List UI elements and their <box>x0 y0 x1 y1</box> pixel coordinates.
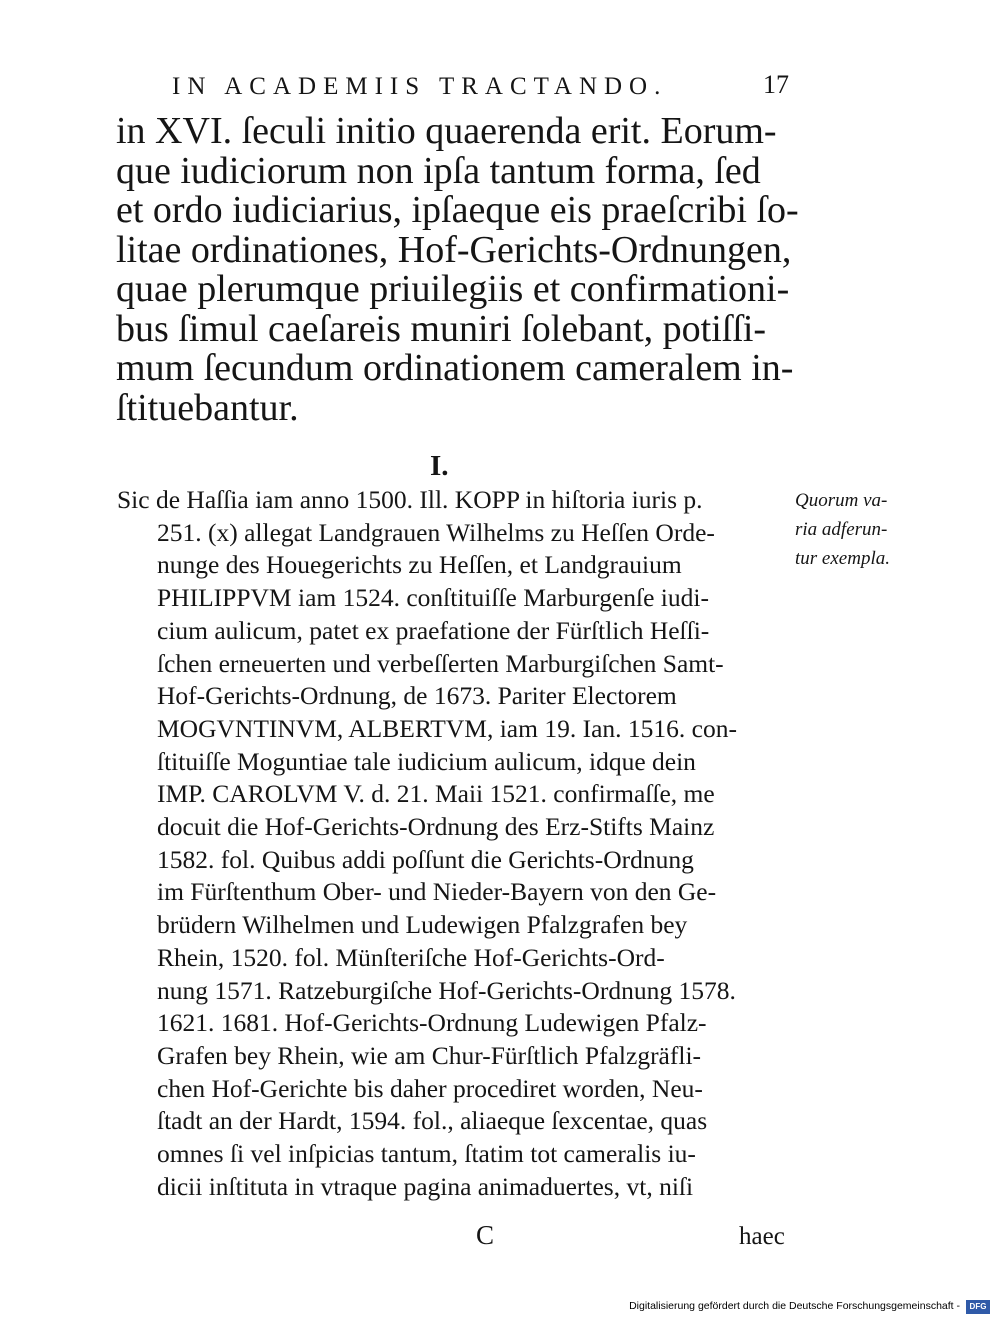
note-line: im Fürſtenthum Ober- und Nieder-Bayern von den Ge- <box>157 877 717 907</box>
main-text-line: et ordo iudiciarius, ipſaeque eis praeſcribi ſo- <box>116 189 799 231</box>
note-line: nung 1571. Ratzeburgiſche Hof-Gerichts-Ordnung 1578. <box>157 975 736 1005</box>
note-line: nunge des Houegerichts zu Heſſen, et Landgrauium <box>157 550 682 580</box>
note-line: Hof-Gerichts-Ordnung, de 1673. Pariter Electorem <box>157 681 677 711</box>
dfg-logo <box>966 1300 990 1314</box>
note-line: dicii inſtituta in vtraque pagina animaduertes, vt, niſi <box>157 1171 694 1201</box>
note-line: MOGVNTINVM, ALBERTVM, iam 19. Ian. 1516. con- <box>157 713 737 743</box>
note-line: IMP. CAROLVM V. d. 21. Maii 1521. confirmaſſe, me <box>157 779 715 809</box>
marginal-note-line: Quorum va- <box>795 490 888 511</box>
note-line: 251. (x) allegat Landgrauen Wilhelms zu Heſſen Orde- <box>157 517 715 547</box>
main-text-line: quae plerumque priuilegiis et confirmationi- <box>116 268 790 310</box>
note-line: 1582. fol. Quibus addi poſſunt die Gerichts-Ordnung <box>157 844 694 874</box>
marginal-note <box>795 486 935 573</box>
main-text-line: que iudiciorum non ipſa tantum forma, ſed <box>116 149 761 192</box>
main-text-line: in XVI. ſeculi initio quaerenda erit. Eorum- <box>116 110 777 152</box>
main-text-line: ſtituebantur. <box>116 386 299 429</box>
note-line: cium aulicum, patet ex praefatione der Fürſtlich Heſſi- <box>157 615 710 645</box>
main-text-line: bus ſimul caeſareis muniri ſolebant, potiſſi- <box>116 307 767 350</box>
marginal-note-line: tur exempla. <box>795 548 890 569</box>
dfg-logo-text: DFG <box>969 1302 987 1311</box>
note-line: 1621. 1681. Hof-Gerichts-Ordnung Ludewigen Pfalz- <box>157 1008 707 1038</box>
note-line: omnes ſi vel inſpicias tantum, ſtatim tot cameralis iu- <box>157 1139 696 1169</box>
catchword: haec <box>739 1223 785 1250</box>
signature-mark: C <box>476 1220 495 1250</box>
note-line: brüdern Wilhelmen und Ludewigen Pfalzgrafen bey <box>157 910 688 940</box>
note-line: ſtituiſſe Moguntiae tale iudicium aulicum, idque dein <box>157 746 696 776</box>
page-number: 17 <box>763 70 789 99</box>
section-number: I. <box>430 450 449 482</box>
running-head: IN ACADEMIIS TRACTANDO. <box>172 73 668 100</box>
note-paragraph <box>117 484 797 1203</box>
note-line: Grafen bey Rhein, wie am Chur-Fürſtlich Pfalzgräfli- <box>157 1040 702 1070</box>
note-line: PHILIPPVM iam 1524. conſtituiſſe Marburgenſe iudi- <box>157 583 709 613</box>
note-line: docuit die Hof-Gerichts-Ordnung des Erz-Stifts Mainz <box>157 812 715 842</box>
main-text-line: mum ſecundum ordinationem cameralem in- <box>116 347 794 389</box>
note-line: Rhein, 1520. fol. Münſteriſche Hof-Gerichts-Ord- <box>157 942 665 972</box>
digitization-credit: Digitalisierung gefördert durch die Deutsche Forschungsgemeinschaft - <box>629 1300 960 1312</box>
note-line: chen Hof-Gerichte bis daher procediret worden, Neu- <box>157 1073 703 1103</box>
marginal-note-line: ria adferun- <box>795 519 888 540</box>
note-line: Sic de Haſſia iam anno 1500. Ill. KOPP in hiſtoria iuris p. <box>117 485 703 514</box>
main-text-line: litae ordinationes, Hof-Gerichts-Ordnungen, <box>116 228 792 271</box>
note-line: ſtadt an der Hardt, 1594. fol., aliaeque ſexcentae, quas <box>157 1106 708 1136</box>
main-paragraph <box>116 112 806 428</box>
note-line: ſchen erneuerten und verbeſſerten Marburgiſchen Samt- <box>157 648 724 678</box>
